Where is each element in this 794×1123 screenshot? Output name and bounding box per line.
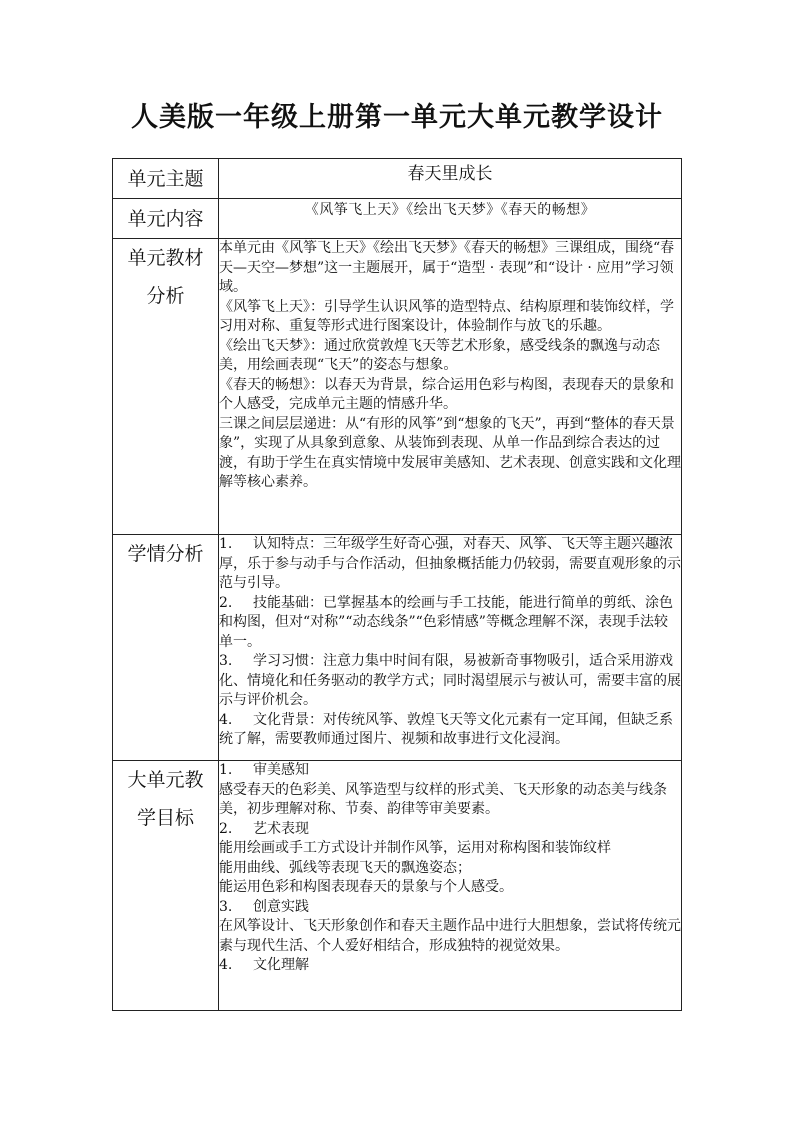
goal-line <box>219 761 681 781</box>
goal-line: 能运用色彩和构图表现春天的景象与个人感受。 <box>219 879 513 895</box>
goal-text: 艺术表现 <box>253 820 309 837</box>
material-analysis-label <box>113 239 219 535</box>
goal-number: 2. <box>219 820 233 837</box>
item-number: 1. <box>219 536 233 552</box>
item-text: 学习习惯：注意力集中时间有限，易被新奇事物吸引，适合采用游戏化、情境化和任务驱动的教学方式；同时渴望展示与被认可，需要丰富的展示与评价机会。 <box>219 653 681 708</box>
analysis-paragraph: 本单元由《风筝飞上天》《绘出飞天梦》《春天的畅想》三课组成，围绕“春天—天空—梦想”这一主题展开，属于“造型 · 表现”和“设计 · 应用”学习领域。 <box>219 240 675 295</box>
row-unit-content <box>113 199 682 239</box>
teaching-goals-label <box>113 761 219 1011</box>
item-number: 4. <box>219 711 233 728</box>
unit-content-value: 《风筝飞上天》《绘出飞天梦》《春天的畅想》 <box>219 199 682 239</box>
goal-text: 创意实践 <box>253 898 309 915</box>
goal-line <box>219 820 681 840</box>
goal-line: 感受春天的色彩美、风筝造型与纹样的形式美、飞天形象的动态美与线条美，初步理解对称、节奏、韵律等审美要素。 <box>219 781 667 817</box>
analysis-paragraph: 《风筝飞上天》：引导学生认识风筝的造型特点、结构原理和装饰纹样，学习用对称、重复等形式进行图案设计，体验制作与放飞的乐趣。 <box>219 298 674 334</box>
learner-item <box>219 594 681 653</box>
row-unit-theme <box>113 159 682 199</box>
item-text: 技能基础：已掌握基本的绘画与手工技能，能进行简单的剪纸、涂色和构图，但对“对称”“动态线条”“色彩情感”等概念理解不深，表现手法较单一。 <box>219 594 673 650</box>
lesson-plan-table <box>112 158 682 1011</box>
row-material-analysis <box>113 239 682 535</box>
goal-text: 文化理解 <box>253 957 309 973</box>
row-teaching-goals <box>113 761 682 1011</box>
goal-text: 审美感知 <box>253 762 309 778</box>
item-number: 2. <box>219 594 233 611</box>
material-analysis-label-line1: 单元教材 <box>127 247 204 269</box>
item-text: 文化背景：对传统风筝、敦煌飞天等文化元素有一定耳闻，但缺乏系统了解，需要教师通过图片、视频和故事进行文化浸润。 <box>219 711 673 747</box>
learner-item <box>219 711 681 750</box>
teaching-goals-label-line1: 大单元教 <box>127 769 204 791</box>
unit-theme-label: 单元主题 <box>113 159 219 199</box>
item-text: 认知特点：三年级学生好奇心强，对春天、风筝、飞天等主题兴趣浓厚，乐于参与动手与合作活动，但抽象概括能力仍较弱，需要直观形象的示范与引导。 <box>219 536 681 591</box>
goal-line: 在风筝设计、飞天形象创作和春天主题作品中进行大胆想象，尝试将传统元素与现代生活、个人爱好相结合，形成独特的视觉效果。 <box>219 918 681 954</box>
material-analysis-content <box>219 239 682 535</box>
learner-analysis-content <box>219 535 682 761</box>
goal-line: 能用绘画或手工方式设计并制作风筝，运用对称构图和装饰纹样 <box>219 840 611 856</box>
goal-number: 3. <box>219 898 233 915</box>
material-analysis-label-line2: 分析 <box>146 285 185 307</box>
document-title: 人美版一年级上册第一单元大单元教学设计 <box>131 102 663 133</box>
row-learner-analysis <box>113 535 682 761</box>
unit-content-label: 单元内容 <box>113 199 219 239</box>
goal-line <box>219 956 681 976</box>
analysis-paragraph: 《绘出飞天梦》：通过欣赏敦煌飞天等艺术形象，感受线条的飘逸与动态美，用绘画表现“飞天”的姿态与想象。 <box>219 337 660 373</box>
unit-theme-value: 春天里成长 <box>219 159 682 199</box>
goal-line: 能用曲线、弧线等表现飞天的飘逸姿态； <box>219 859 471 876</box>
analysis-paragraph: 《春天的畅想》：以春天为背景，综合运用色彩与构图，表现春天的景象和个人感受，完成单元主题的情感升华。 <box>219 376 674 412</box>
teaching-goals-label-line2: 学目标 <box>136 807 194 829</box>
goal-number: 1. <box>219 762 233 778</box>
item-number: 3. <box>219 653 233 669</box>
teaching-goals-content <box>219 761 682 1011</box>
analysis-paragraph: 三课之间层层递进：从“有形的风筝”到“想象的飞天”，再到“整体的春天景象”，实现了从具象到意象、从装饰到表现、从单一作品到综合表达的过渡，有助于学生在真实情境中发展审美感知、艺术表现、创意实践和文化理解等核心素养。 <box>219 415 681 490</box>
learner-item <box>219 652 681 711</box>
learner-analysis-label: 学情分析 <box>113 535 219 761</box>
goal-number: 4. <box>219 957 233 973</box>
learner-item <box>219 535 681 594</box>
goal-line <box>219 898 681 918</box>
